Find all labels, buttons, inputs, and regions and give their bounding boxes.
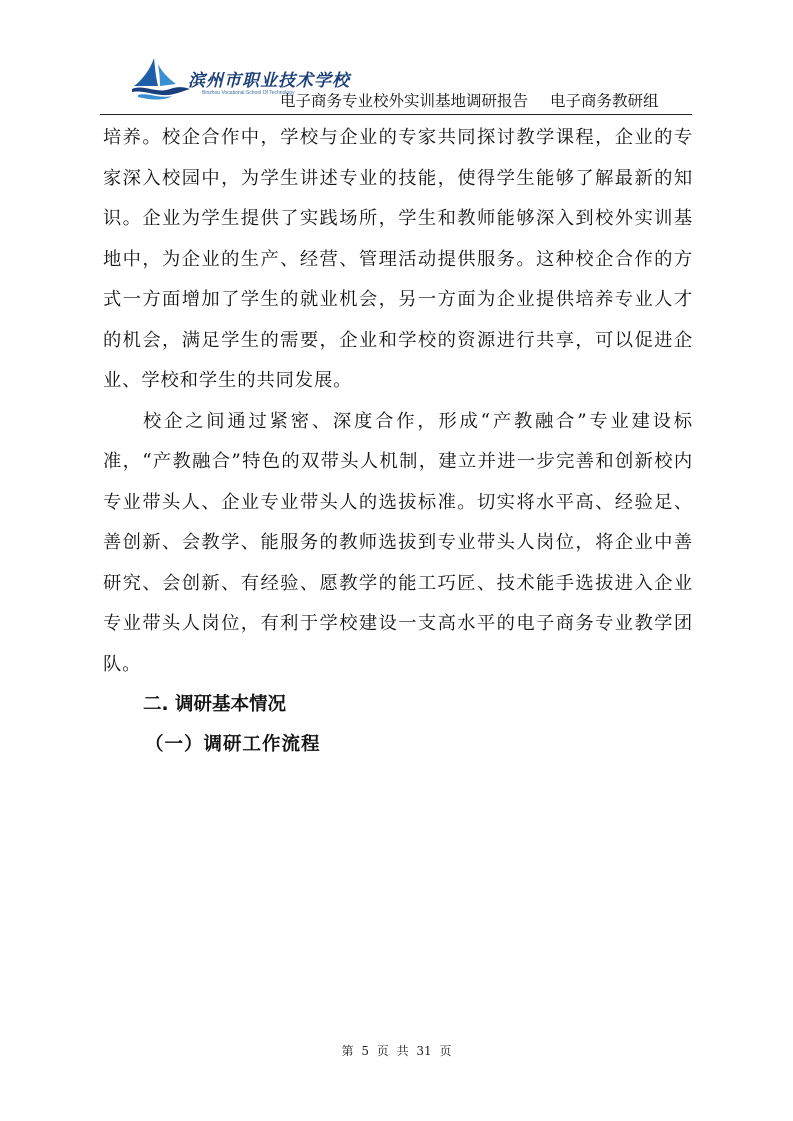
body-paragraph-1: 培养。校企合作中，学校与企业的专家共同探讨教学课程，企业的专家深入校园中，为学生讲述专业的技能，使得学生能够了解最新的知识。企业为学生提供了实践场所，学生和教师能够深入到校外实训基地中，为企业的生产、经营、管理活动提供服务。这种校企合作的方式一方面增加了学生的就业机会，另一方面为企业提供培养专业人才的机会，满足学生的需要，企业和学校的资源进行共享，可以促进企业、学校和学生的共同发展。 <box>103 127 693 391</box>
group-name: 电子商务教研组 <box>550 92 659 110</box>
header-title-line <box>280 89 659 111</box>
subsection-heading: （一）调研工作流程 <box>145 734 321 755</box>
logo-script-text: 滨州市职业技术学校 <box>188 71 350 91</box>
page-header <box>100 56 692 115</box>
body-paragraph-2: 校企之间通过紧密、深度合作，形成“产教融合”专业建设标准，“产教融合”特色的双带头人机制，建立并进一步完善和创新校内专业带头人、企业专业带头人的选拔标准。切实将水平高、经验足、善创新、会教学、能服务的教师选拔到专业带头人岗位，将企业中善研究、会创新、有经验、愿教学的能工巧匠、技术能手选拔进入企业专业带头人岗位，有利于学校建设一支高水平的电子商务专业教学团队。 <box>103 410 693 675</box>
page-content <box>103 118 693 765</box>
logo-subtext: Binzhou Vocational School Of Technology <box>202 90 295 96</box>
report-title: 电子商务专业校外实训基地调研报告 <box>280 92 529 110</box>
section-heading: 二. 调研基本情况 <box>143 694 286 715</box>
page-number-footer: 第 5 页 共 31 页 <box>341 1044 452 1058</box>
sail-wave-logo-icon <box>132 56 192 102</box>
